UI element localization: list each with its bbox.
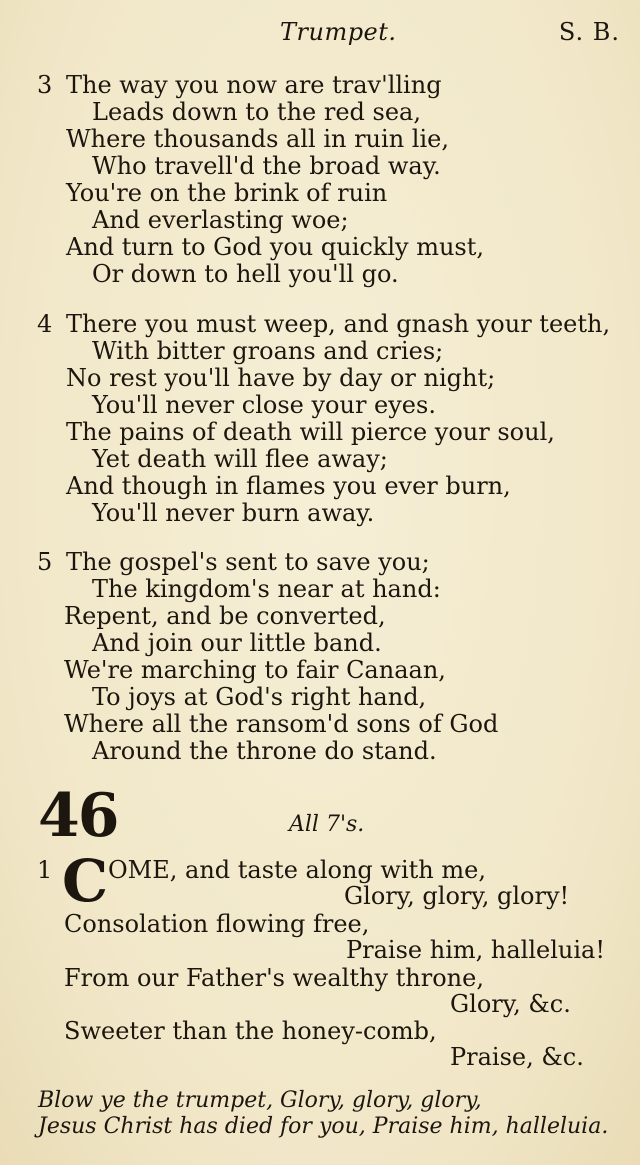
refrain-line: Praise him, halleluia!: [346, 936, 605, 964]
verse-line: OME, and taste along with me,: [108, 856, 486, 884]
verse-line: Who travell'd the broad way.: [92, 152, 441, 180]
chorus-line: Blow ye the trumpet, Glory, glory, glory,: [38, 1088, 482, 1113]
verse-line: The gospel's sent to save you;: [66, 548, 430, 576]
verse-3: [0, 72, 640, 288]
verse-line: To joys at God's right hand,: [92, 683, 427, 711]
verse-line: No rest you'll have by day or night;: [66, 364, 496, 392]
hymn-meter: All 7's.: [289, 812, 365, 837]
page-header-title: Trumpet.: [280, 18, 397, 46]
verse-line: With bitter groans and cries;: [92, 337, 444, 365]
verse-line: And everlasting woe;: [92, 206, 349, 234]
verse-number: 4: [37, 310, 53, 338]
verse-line: Repent, and be converted,: [64, 602, 386, 630]
verse-line: Yet death will flee away;: [92, 445, 388, 473]
verse-line: Where all the ransom'd sons of God: [64, 710, 499, 738]
refrain-line: Glory, glory, glory!: [344, 882, 570, 910]
verse-line: Consolation flowing free,: [64, 910, 370, 938]
verse-line: The kingdom's near at hand:: [92, 575, 441, 603]
verse-line: And turn to God you quickly must,: [66, 233, 485, 261]
verse-line: There you must weep, and gnash your teeth,: [66, 310, 611, 338]
verse-line: Or down to hell you'll go.: [92, 260, 399, 288]
verse-line: Leads down to the red sea,: [92, 98, 421, 126]
page-header-mark: S. B.: [558, 18, 620, 46]
chorus-line: Jesus Christ has died for you, Praise him, halleluia.: [38, 1114, 609, 1139]
verse-line: You'll never burn away.: [92, 499, 375, 527]
verse-line: The pains of death will pierce your soul,: [66, 418, 555, 446]
verse-line: You'll never close your eyes.: [92, 391, 436, 419]
verse-number: 3: [37, 71, 53, 99]
verse-number: 5: [37, 548, 53, 576]
verse-line: Where thousands all in ruin lie,: [66, 125, 449, 153]
verse-line: We're marching to fair Canaan,: [64, 656, 446, 684]
verse-line: Sweeter than the honey-comb,: [64, 1017, 437, 1045]
verse-4: [0, 311, 640, 527]
verse-line: From our Father's wealthy throne,: [64, 964, 484, 992]
verse-line: The way you now are trav'lling: [66, 71, 442, 99]
verse-line: You're on the brink of ruin: [66, 179, 388, 207]
verse-5: [0, 549, 640, 765]
hymn-number: 46: [38, 781, 118, 851]
refrain-line: Glory, &c.: [450, 990, 571, 1018]
verse-line: And though in flames you ever burn,: [66, 472, 511, 500]
verse-line: And join our little band.: [92, 629, 382, 657]
verse-number: 1: [37, 856, 53, 884]
drop-cap: C: [62, 847, 109, 915]
refrain-line: Praise, &c.: [450, 1043, 584, 1071]
verse-line: Around the throne do stand.: [92, 737, 437, 765]
